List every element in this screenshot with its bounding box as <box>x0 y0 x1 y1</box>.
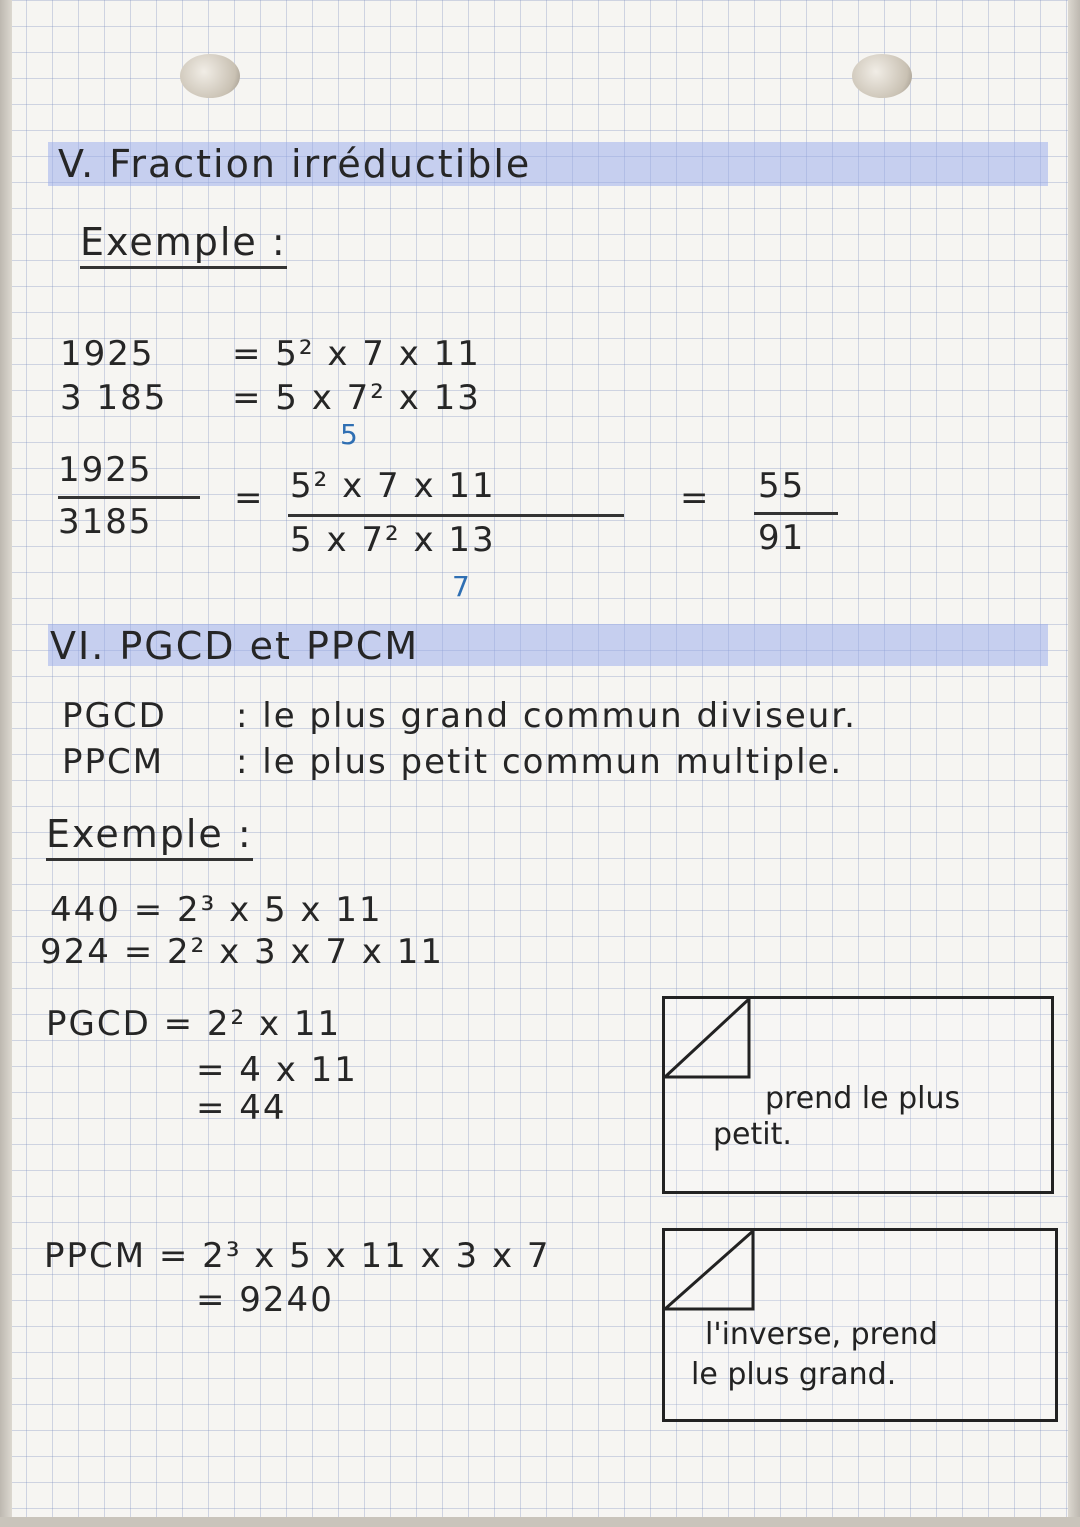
pgcd-def-label: PGCD <box>62 696 167 736</box>
note-pgcd-line-1: prend le plus <box>765 1081 961 1116</box>
sheet-edge-right <box>1068 0 1080 1527</box>
decomp-3185-left: 3 185 <box>60 378 168 418</box>
fraction-denominator: 3185 <box>58 502 153 542</box>
note-pgcd-line-2: petit. <box>713 1117 792 1152</box>
pgcd-calc-2: = 4 x 11 <box>196 1050 358 1090</box>
note-ppcm-line-1: l'inverse, prend <box>705 1317 938 1352</box>
cancelled-denominator: 5 x 7² x 13 <box>290 520 496 560</box>
cancel-fraction-bar <box>288 514 624 517</box>
equals-sign-1: = <box>234 478 265 518</box>
cancelled-numerator: 5² x 7 x 11 <box>290 466 496 506</box>
decomp-924: 924 = 2² x 3 x 7 x 11 <box>40 932 444 972</box>
section-6-title: VI. PGCD et PPCM <box>50 624 420 668</box>
ppcm-calc-2: = 9240 <box>196 1280 334 1320</box>
ppcm-definition: : le plus petit commun multiple. <box>236 742 844 782</box>
result-fraction-bar <box>754 512 838 515</box>
cancel-note-top: 5 <box>340 418 360 451</box>
folded-corner-icon <box>662 996 752 1080</box>
decomp-3185-right: = 5 x 7² x 13 <box>232 378 481 418</box>
note-ppcm <box>662 1228 1058 1422</box>
result-numerator: 55 <box>758 466 806 506</box>
section-5-example-label: Exemple : <box>80 220 287 269</box>
fraction-numerator: 1925 <box>58 450 153 490</box>
sheet-edge-bottom <box>0 1517 1080 1527</box>
section-6-example-label: Exemple : <box>46 812 253 861</box>
result-denominator: 91 <box>758 518 806 558</box>
ppcm-calc-1: PPCM = 2³ x 5 x 11 x 3 x 7 <box>44 1236 551 1276</box>
folded-corner-icon <box>662 1228 756 1312</box>
decomp-1925-right: = 5² x 7 x 11 <box>232 334 481 374</box>
cancel-note-bottom: 7 <box>452 570 472 603</box>
decomp-1925-left: 1925 <box>60 334 155 374</box>
punch-hole-left <box>180 54 240 98</box>
pgcd-definition: : le plus grand commun diviseur. <box>236 696 857 736</box>
note-ppcm-line-2: le plus grand. <box>691 1357 897 1392</box>
fraction-bar <box>58 496 200 499</box>
pgcd-calc-1: PGCD = 2² x 11 <box>46 1004 342 1044</box>
note-pgcd <box>662 996 1054 1194</box>
punch-hole-right <box>852 54 912 98</box>
pgcd-calc-3: = 44 <box>196 1088 287 1128</box>
decomp-440: 440 = 2³ x 5 x 11 <box>50 890 383 930</box>
equals-sign-2: = <box>680 478 711 518</box>
section-5-title: V. Fraction irréductible <box>58 142 532 186</box>
ppcm-def-label: PPCM <box>62 742 165 782</box>
sheet-edge-left <box>0 0 12 1527</box>
